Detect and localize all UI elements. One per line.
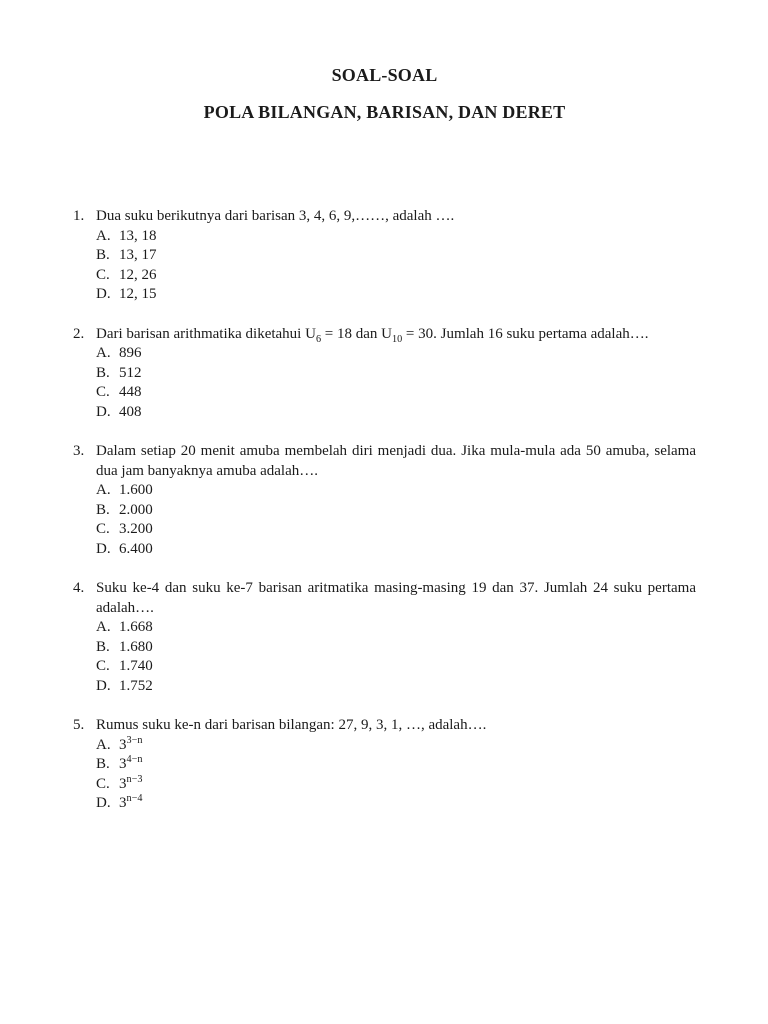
option-label: C. bbox=[96, 658, 110, 674]
option-row bbox=[96, 481, 696, 501]
question-text: Rumus suku ke-n dari barisan bilangan: 27, 9, 3, 1, …, adalah…. bbox=[96, 717, 487, 733]
question-text: Suku ke-4 dan suku ke-7 barisan aritmatika masing-masing 19 dan 37. Jumlah 24 suku pertama adalah…. bbox=[96, 580, 700, 616]
option-row bbox=[96, 638, 696, 658]
option-text: $3^{n-3}$ bbox=[119, 773, 143, 792]
option-label: C. bbox=[96, 266, 110, 283]
question bbox=[73, 716, 696, 814]
question-body bbox=[96, 579, 700, 696]
option-row bbox=[96, 677, 696, 697]
options-list bbox=[96, 736, 696, 814]
question-number: 1. bbox=[73, 208, 85, 224]
option-label: B. bbox=[96, 247, 110, 263]
option-label: C. bbox=[96, 384, 110, 400]
option-row bbox=[96, 775, 696, 795]
option-row bbox=[96, 364, 696, 384]
option-label: C. bbox=[96, 775, 110, 792]
option-row bbox=[96, 794, 696, 814]
question bbox=[73, 207, 696, 305]
option-text: 12, 15 bbox=[119, 286, 157, 302]
option-text: $3^{4-n}$ bbox=[119, 754, 143, 772]
option-text: 1.680 bbox=[119, 638, 153, 655]
options-list bbox=[96, 227, 696, 305]
option-row bbox=[96, 246, 696, 266]
option-label: D. bbox=[96, 403, 111, 420]
option-text: 896 bbox=[119, 345, 142, 361]
question-body bbox=[96, 207, 696, 305]
document-subtitle: POLA BILANGAN, BARISAN, DAN DERET bbox=[203, 101, 566, 122]
options-list bbox=[96, 481, 696, 559]
option-row bbox=[96, 266, 696, 286]
option-row bbox=[96, 344, 696, 364]
option-row bbox=[96, 755, 696, 775]
option-label: B. bbox=[96, 364, 110, 381]
option-label: A. bbox=[96, 619, 111, 635]
question-number: 5. bbox=[73, 717, 85, 733]
option-row bbox=[96, 383, 696, 403]
options-list bbox=[96, 344, 696, 422]
question-text: Dalam setiap 20 menit amuba membelah diri menjadi dua. Jika mula-mula ada 50 amuba, selama dua jam banyaknya amuba adalah…. bbox=[96, 443, 700, 479]
option-text: 3.200 bbox=[119, 521, 153, 537]
option-text: $3^{3-n}$ bbox=[119, 734, 143, 753]
option-label: B. bbox=[96, 756, 110, 772]
option-label: C. bbox=[96, 521, 110, 537]
question-body bbox=[96, 442, 700, 559]
option-row bbox=[96, 540, 696, 560]
option-text: 2.000 bbox=[119, 501, 153, 518]
option-label: B. bbox=[96, 638, 110, 655]
option-row bbox=[96, 403, 696, 423]
option-row bbox=[96, 736, 696, 756]
option-text: 6.400 bbox=[119, 540, 153, 557]
option-text: 408 bbox=[119, 403, 142, 420]
option-text: 1.752 bbox=[119, 677, 153, 694]
option-text: 1.740 bbox=[119, 658, 153, 674]
option-label: A. bbox=[96, 482, 111, 498]
option-row bbox=[96, 618, 696, 638]
option-label: D. bbox=[96, 677, 111, 694]
option-label: D. bbox=[96, 286, 111, 302]
question bbox=[73, 325, 696, 423]
question-body bbox=[96, 716, 696, 814]
question bbox=[73, 442, 700, 559]
option-row bbox=[96, 657, 696, 677]
question bbox=[73, 579, 700, 696]
option-text: 13, 18 bbox=[119, 227, 157, 244]
option-text: 1.600 bbox=[119, 482, 153, 498]
question-text: Dari barisan arithmatika diketahui $U_6 = 18$ dan $U_{10} = 30$. Jumlah 16 suku pertama adalah…. bbox=[96, 325, 649, 345]
option-text: 13, 17 bbox=[119, 247, 157, 263]
option-label: A. bbox=[96, 736, 111, 753]
option-label: A. bbox=[96, 345, 111, 361]
option-row bbox=[96, 285, 696, 305]
option-label: B. bbox=[96, 501, 110, 518]
question-body bbox=[96, 325, 696, 423]
question-text: Dua suku berikutnya dari barisan 3, 4, 6, 9,……, adalah …. bbox=[96, 208, 455, 224]
option-text: 512 bbox=[119, 364, 142, 381]
option-text: 1.668 bbox=[119, 619, 153, 635]
question-list bbox=[73, 207, 700, 814]
document-title: SOAL-SOAL bbox=[331, 65, 438, 85]
question-number: 4. bbox=[73, 580, 85, 596]
option-text: $3^{n-4}$ bbox=[119, 793, 143, 811]
option-row bbox=[96, 520, 696, 540]
option-label: D. bbox=[96, 540, 111, 557]
option-row bbox=[96, 227, 696, 247]
option-label: A. bbox=[96, 227, 111, 244]
option-label: D. bbox=[96, 795, 111, 811]
question-number: 2. bbox=[73, 325, 85, 342]
option-text: 448 bbox=[119, 384, 142, 400]
option-row bbox=[96, 501, 696, 521]
question-number: 3. bbox=[73, 443, 85, 459]
options-list bbox=[96, 618, 696, 696]
option-text: 12, 26 bbox=[119, 266, 157, 283]
